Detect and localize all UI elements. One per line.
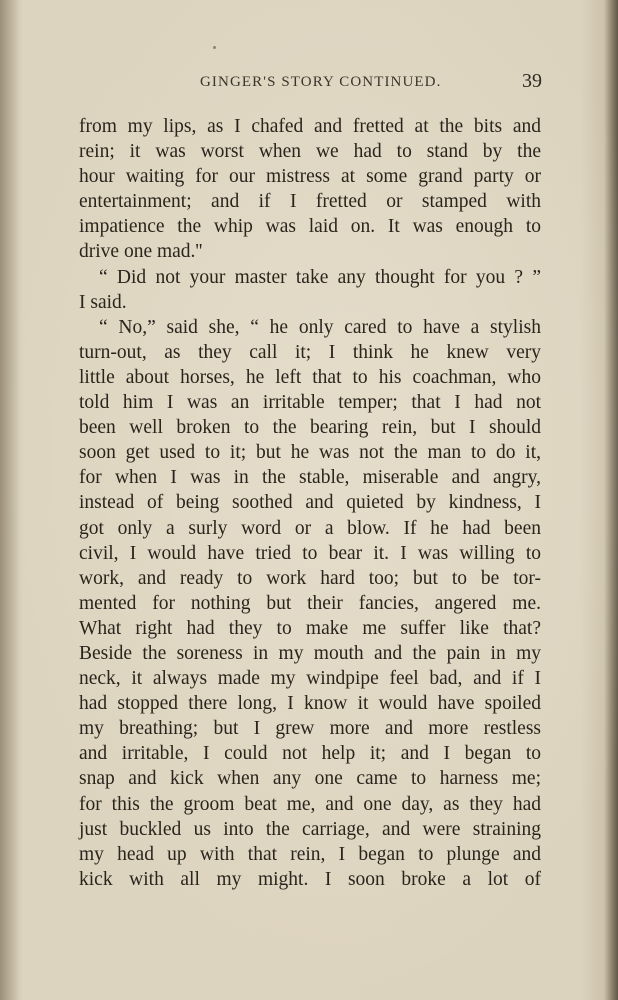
text-line: turn-out, as they call it; I think he knew very <box>79 341 541 363</box>
text-line: work, and ready to work hard too; but to be tor- <box>79 567 541 589</box>
text-line: Beside the soreness in my mouth and the pain in my <box>79 642 541 664</box>
text-line: entertainment; and if I fretted or stamped with <box>79 191 541 213</box>
text-line: just buckled us into the carriage, and were straining <box>79 818 541 840</box>
text-line: I said. <box>79 291 127 313</box>
text-line: hour waiting for our mistress at some grand party or <box>79 166 541 188</box>
body-text <box>79 114 541 892</box>
text-line: drive one mad.'' <box>79 241 203 263</box>
gutter-shadow <box>0 0 20 1000</box>
page-number: 39 <box>522 70 542 92</box>
text-line: “ No,” said she, “ he only cared to have a stylish <box>99 316 541 338</box>
text-line: told him I was an irritable temper; that I had not <box>79 392 541 414</box>
text-line: my head up with that rein, I began to plunge and <box>79 843 541 865</box>
text-line: neck, it always made my windpipe feel bad, and if I <box>79 668 541 690</box>
text-line: for this the groom beat me, and one day, as they had <box>79 793 541 815</box>
text-line: “ Did not your master take any thought for you ? ” <box>99 266 541 288</box>
text-line: little about horses, he left that to his coachman, who <box>79 366 541 388</box>
text-line: What right had they to make me suffer like that? <box>79 617 541 639</box>
text-line: soon get used to it; but he was not the man to do it, <box>79 442 541 464</box>
text-line: from my lips, as I chafed and fretted at the bits and <box>79 116 541 137</box>
text-line: got only a surly word or a blow. If he had been <box>79 517 541 539</box>
text-line: kick with all my might. I soon broke a lot of <box>79 868 541 890</box>
text-line: for when I was in the stable, miserable and angry, <box>79 467 541 489</box>
text-line: my breathing; but I grew more and more restless <box>79 718 541 740</box>
text-line: had stopped there long, I know it would have spoiled <box>79 693 541 715</box>
text-line: and irritable, I could not help it; and I began to <box>79 743 541 765</box>
text-line: snap and kick when any one came to harness me; <box>79 768 541 790</box>
text-line: been well broken to the bearing rein, but I should <box>79 417 541 439</box>
text-line: instead of being soothed and quieted by kindness, I <box>79 492 541 514</box>
text-line: impatience the whip was laid on. It was enough to <box>79 216 541 238</box>
text-line: rein; it was worst when we had to stand by the <box>79 141 541 163</box>
text-line: civil, I would have tried to bear it. I was willing to <box>79 542 541 564</box>
text-line: mented for nothing but their fancies, angered me. <box>79 592 541 614</box>
running-title: GINGER'S STORY CONTINUED. <box>200 74 442 90</box>
paper-fleck <box>213 46 216 49</box>
